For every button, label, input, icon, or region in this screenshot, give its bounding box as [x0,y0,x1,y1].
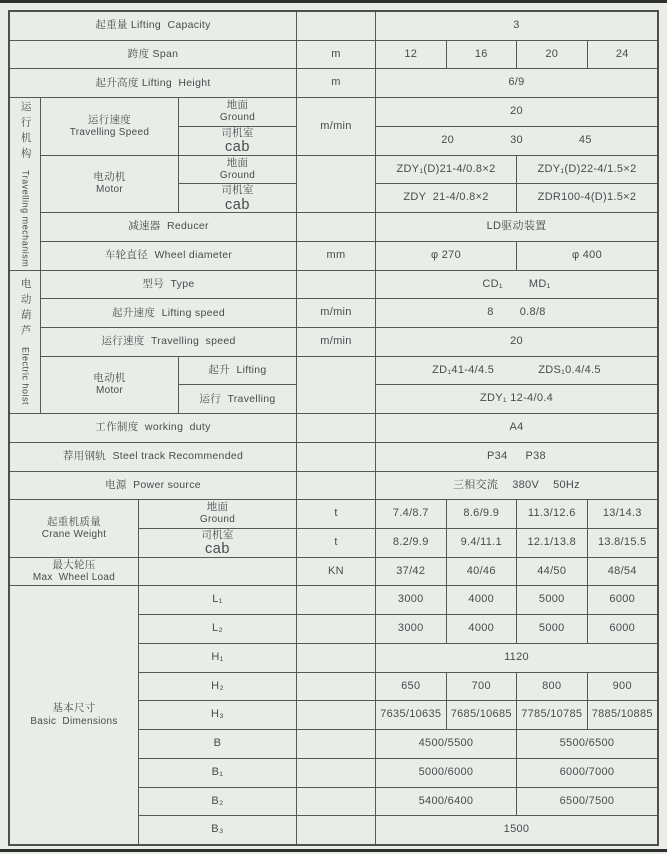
motor-ground-value-2: ZDY₁(D)22-4/1.5×2 [517,156,657,184]
dim-b1-2: 6000/7000 [517,759,657,787]
wheel-diameter-value-1: φ 270 [376,242,516,270]
crane-weight-label-zh: 起重机质量 [47,515,101,528]
lifting-height-label: 起升高度 Lifting Height [10,69,296,97]
crane-weight-ground-unit: t [297,500,375,528]
motor-label-zh: 电动机 [93,372,126,385]
dim-l1-3: 5000 [517,586,587,614]
dim-b-2: 5500/6500 [517,730,657,758]
crane-weight-ground-1: 7.4/8.7 [376,500,446,528]
ground-label-zh: 地面 [226,99,249,112]
spec-table [8,10,659,846]
dim-h1-value: 1120 [376,644,657,672]
dim-l1-unit [297,586,375,614]
dim-h3-1: 7635/10635 [376,701,446,729]
dim-b1-1: 5000/6000 [376,759,516,787]
max-wheel-load-sub [139,558,296,586]
span-value-20: 20 [517,41,587,69]
max-wheel-load-unit: KN [297,558,375,586]
hoist-motor-unit [297,357,375,413]
hoist-travelling-speed-unit: m/min [297,328,375,356]
cab-label-en: cab [225,196,250,213]
cab-speed-3: 45 [578,133,592,146]
motor-label-zh: 电动机 [93,171,126,184]
dim-h2-4: 900 [588,673,658,701]
steel-track-p38: P38 [525,449,546,462]
hoist-motor-travelling-label: 运行 Travelling [179,385,296,413]
dim-h3-4: 7885/10885 [588,701,658,729]
dim-l2-2: 4000 [447,615,517,643]
wheel-diameter-unit: mm [297,242,375,270]
max-wheel-load-label [10,558,138,586]
crane-weight-ground-3: 11.3/12.6 [517,500,587,528]
dim-l1-2: 4000 [447,586,517,614]
dim-b3-unit [297,816,375,844]
dim-b-1: 4500/5500 [376,730,516,758]
lifting-capacity-unit [297,12,375,40]
travelling-speed-cab-label [179,127,296,155]
working-duty-value: A4 [376,414,657,442]
dim-h1-unit [297,644,375,672]
dim-h2-2: 700 [447,673,517,701]
motor-ground-value-1: ZDY₁(D)21-4/0.8×2 [376,156,516,184]
power-source-unit [297,472,375,500]
ground-label-en: Ground [219,169,256,181]
hoist-travelling-speed-value: 20 [376,328,657,356]
section-electric-hoist-zh: 电动葫芦 [19,278,32,341]
dim-b-label: B [139,730,296,758]
span-unit: m [297,41,375,69]
steel-track-label: 荐用钢轨 Steel track Recommended [10,443,296,471]
travelling-motor-unit [297,156,375,212]
ground-label-en: Ground [219,112,256,124]
travelling-speed-ground-label [179,98,296,126]
max-wheel-load-2: 40/46 [447,558,517,586]
crane-weight-ground-2: 8.6/9.9 [447,500,517,528]
dim-l1-label: L₁ [139,586,296,614]
lifting-capacity-label: 起重量 Lifting Capacity [10,12,296,40]
crane-weight-cab-2: 9.4/11.1 [447,529,517,557]
cab-label-en: cab [205,541,230,557]
hoist-lifting-speed-label: 起升速度 Lifting speed [41,299,296,327]
page-edge-bottom [0,849,667,852]
ground-label-zh: 地面 [206,501,229,514]
max-wheel-load-label-en: Max Wheel Load [32,571,116,583]
section-travelling-mechanism [10,98,40,269]
dim-l2-4: 6000 [588,615,658,643]
dim-b3-value: 1500 [376,816,657,844]
dim-h3-3: 7785/10785 [517,701,587,729]
dim-b-unit [297,730,375,758]
dim-b1-unit [297,759,375,787]
hoist-type-md: MD₁ [528,277,551,290]
motor-label-en: Motor [95,184,124,196]
crane-weight-cab-4: 13.8/15.5 [588,529,658,557]
steel-track-unit [297,443,375,471]
working-duty-label: 工作制度 working duty [10,414,296,442]
hoist-type-values [376,271,657,299]
crane-weight-label [10,500,138,556]
crane-weight-cab-unit: t [297,529,375,557]
motor-cab-value-2: ZDR100-4(D)1.5×2 [517,184,657,212]
lifting-height-unit: m [297,69,375,97]
crane-weight-ground-label [139,500,296,528]
basic-dimensions-label-en: Basic Dimensions [30,715,118,727]
crane-weight-ground-4: 13/14.3 [588,500,658,528]
span-label: 跨度 Span [10,41,296,69]
dim-h3-2: 7685/10685 [447,701,517,729]
motor-cab-value-1: ZDY 21-4/0.8×2 [376,184,516,212]
power-source-voltage: 380V [512,478,540,491]
dim-l2-3: 5000 [517,615,587,643]
dim-b3-label: B₃ [139,816,296,844]
wheel-diameter-value-2: φ 400 [517,242,657,270]
power-source-label: 电源 Power source [10,472,296,500]
cab-speed-2: 30 [510,133,523,146]
hoist-motor-lifting-label: 起升 Lifting [179,357,296,385]
hoist-lifting-speed-2: 0.8/8 [519,306,546,319]
travelling-motor-cab-label [179,184,296,212]
dim-b2-2: 6500/7500 [517,788,657,816]
page-edge-top [0,0,667,3]
dim-b2-1: 5400/6400 [376,788,516,816]
hoist-motor-lifting-1: ZD₁41-4/4.5 [432,363,495,376]
dim-b2-unit [297,788,375,816]
hoist-lifting-speed-values [376,299,657,327]
section-electric-hoist-en: Electric hoist [20,347,31,406]
ground-label-en: Ground [199,514,236,526]
dim-l2-1: 3000 [376,615,446,643]
hoist-type-cd: CD₁ [482,277,503,290]
hoist-lifting-speed-unit: m/min [297,299,375,327]
steel-track-values [376,443,657,471]
travelling-motor-label [41,156,178,212]
wheel-diameter-label: 车轮直径 Wheel diameter [41,242,296,270]
travelling-speed-label [41,98,178,154]
dim-h2-label: H₂ [139,673,296,701]
basic-dimensions-label [10,586,138,844]
ground-label-zh: 地面 [226,156,249,169]
travelling-speed-label-en: Travelling Speed [69,126,150,138]
hoist-type-unit [297,271,375,299]
dim-h2-3: 800 [517,673,587,701]
hoist-motor-travelling-value: ZDY₁ 12-4/0.4 [376,385,657,413]
cab-speed-1: 20 [441,133,455,146]
section-electric-hoist [10,271,40,414]
max-wheel-load-label-zh: 最大轮压 [52,558,96,571]
lifting-capacity-value: 3 [376,12,657,40]
section-travelling-mechanism-en: Travelling mechanism [20,169,31,267]
hoist-type-label: 型号 Type [41,271,296,299]
cab-label-zh: 司机室 [201,529,234,542]
basic-dimensions-label-zh: 基本尺寸 [52,702,96,715]
reducer-label: 减速器 Reducer [41,213,296,241]
hoist-lifting-speed-1: 8 [487,306,494,319]
crane-weight-cab-1: 8.2/9.9 [376,529,446,557]
lifting-height-value: 6/9 [376,69,657,97]
span-value-12: 12 [376,41,446,69]
max-wheel-load-1: 37/42 [376,558,446,586]
span-value-16: 16 [447,41,517,69]
dim-b1-label: B₁ [139,759,296,787]
max-wheel-load-3: 44/50 [517,558,587,586]
dim-l2-unit [297,615,375,643]
reducer-unit [297,213,375,241]
dim-b2-label: B₂ [139,788,296,816]
dim-h3-unit [297,701,375,729]
hoist-travelling-speed-label: 运行速度 Travelling speed [41,328,296,356]
power-source-value [376,472,657,500]
motor-label-en: Motor [95,385,124,397]
dim-h2-unit [297,673,375,701]
power-source-frequency: 50Hz [553,478,580,491]
cab-label-zh: 司机室 [221,126,254,139]
max-wheel-load-4: 48/54 [588,558,658,586]
span-value-24: 24 [588,41,658,69]
crane-weight-cab-3: 12.1/13.8 [517,529,587,557]
working-duty-unit [297,414,375,442]
dim-l2-label: L₂ [139,615,296,643]
travelling-speed-label-zh: 运行速度 [87,113,132,126]
dim-h1-label: H₁ [139,644,296,672]
cab-label-en: cab [225,139,250,155]
travelling-motor-ground-label [179,156,296,184]
hoist-motor-lifting-2: ZDS₁0.4/4.5 [538,363,601,376]
crane-weight-label-en: Crane Weight [41,528,107,540]
dim-l1-1: 3000 [376,586,446,614]
hoist-motor-lifting-values [376,357,657,385]
travelling-speed-cab-values [376,127,657,155]
hoist-motor-label [41,357,178,413]
dim-h2-1: 650 [376,673,446,701]
crane-weight-cab-label [139,529,296,557]
travelling-speed-ground-value: 20 [376,98,657,126]
dim-l1-4: 6000 [588,586,658,614]
travelling-speed-unit: m/min [297,98,375,154]
cab-label-zh: 司机室 [221,184,254,197]
steel-track-p34: P34 [487,449,508,462]
dim-h3-label: H₃ [139,701,296,729]
reducer-value: LD驱动装置 [376,213,657,241]
section-travelling-mechanism-zh: 运行机构 [19,100,32,163]
power-source-phase: 三相交流 [453,478,499,491]
